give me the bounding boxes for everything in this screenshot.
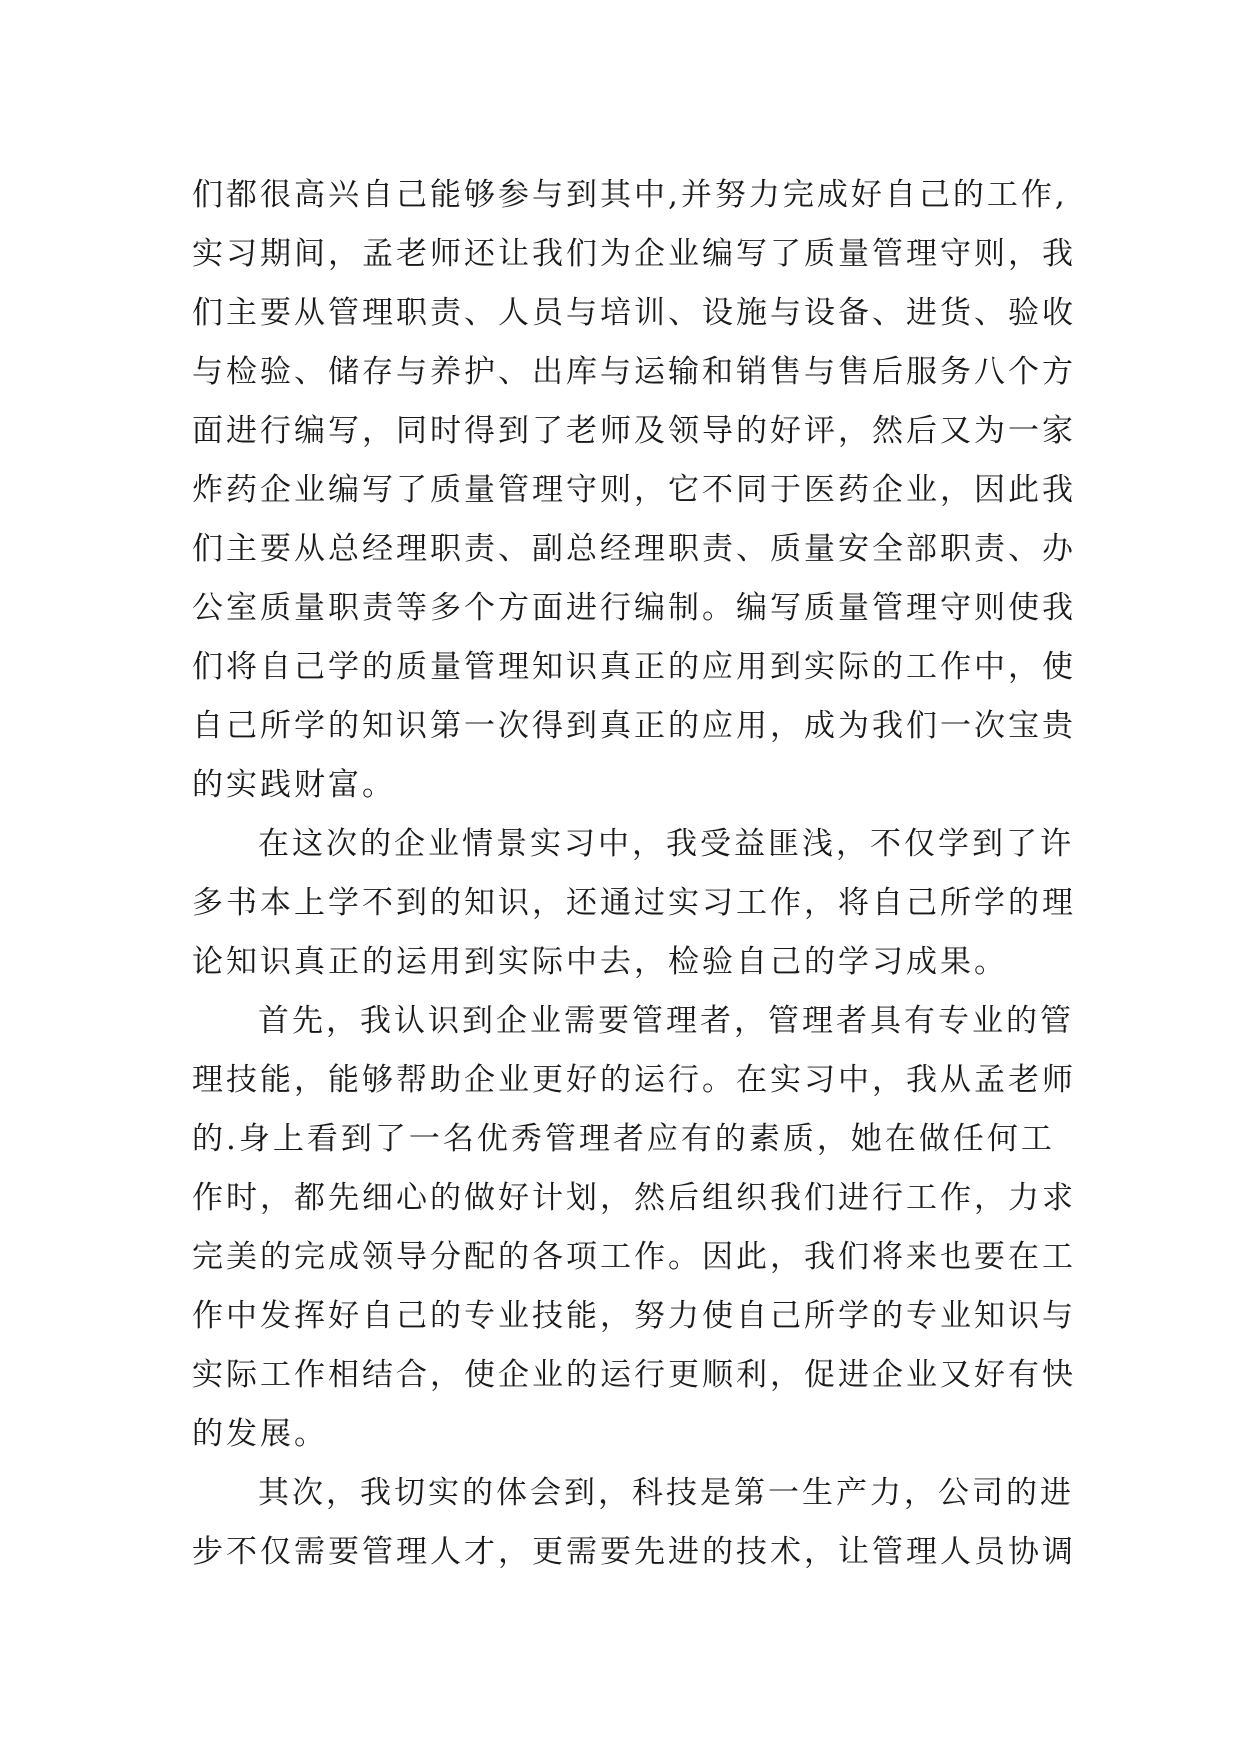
text-line: 与检验、储存与养护、出库与运输和销售与售后服务八个方 bbox=[192, 354, 1076, 390]
text-line: 公室质量职责等多个方面进行编制。编写质量管理守则使我 bbox=[192, 590, 1076, 626]
document-body bbox=[192, 166, 1092, 1582]
text-line: 步不仅需要管理人才，更需要先进的技术，让管理人员协调 bbox=[192, 1534, 1076, 1570]
text-line: 自己所学的知识第一次得到真正的应用，成为我们一次宝贵 bbox=[192, 708, 1076, 744]
text-line: 面进行编写，同时得到了老师及领导的好评，然后又为一家 bbox=[192, 413, 1076, 449]
text-line: 的.身上看到了一名优秀管理者应有的素质，她在做任何工 bbox=[192, 1121, 1055, 1157]
text-line: 炸药企业编写了质量管理守则，它不同于医药企业，因此我 bbox=[192, 472, 1076, 508]
text-line: 作中发挥好自己的专业技能，努力使自己所学的专业知识与 bbox=[192, 1298, 1076, 1334]
text-line: 作时，都先细心的做好计划，然后组织我们进行工作，力求 bbox=[192, 1180, 1076, 1216]
text-line: 完美的完成领导分配的各项工作。因此，我们将来也要在工 bbox=[192, 1239, 1076, 1275]
text-line: 们主要从总经理职责、副总经理职责、质量安全部职责、办 bbox=[192, 531, 1076, 567]
text-line: 实际工作相结合，使企业的运行更顺利，促进企业又好有快 bbox=[192, 1357, 1076, 1393]
text-line: 理技能，能够帮助企业更好的运行。在实习中，我从孟老师 bbox=[192, 1062, 1076, 1098]
text-line: 们将自己学的质量管理知识真正的应用到实际的工作中，使 bbox=[192, 649, 1076, 685]
text-line: 的实践财富。 bbox=[192, 767, 396, 803]
paragraph-first-line: 首先，我认识到企业需要管理者，管理者具有专业的管 bbox=[258, 1003, 1074, 1039]
text-line: 实习期间，孟老师还让我们为企业编写了质量管理守则，我 bbox=[192, 236, 1076, 272]
paragraph-first-line: 在这次的企业情景实习中，我受益匪浅，不仅学到了许 bbox=[258, 826, 1074, 862]
text-line: 们主要从管理职责、人员与培训、设施与设备、进货、验收 bbox=[192, 295, 1076, 331]
text-line: 多书本上学不到的知识，还通过实习工作，将自己所学的理 bbox=[192, 885, 1076, 921]
text-line: 的发展。 bbox=[192, 1416, 328, 1452]
text-line: 们都很高兴自己能够参与到其中,并努力完成好自己的工作, bbox=[192, 177, 1068, 213]
paragraph-first-line: 其次，我切实的体会到，科技是第一生产力，公司的进 bbox=[258, 1475, 1074, 1511]
text-line: 论知识真正的运用到实际中去，检验自己的学习成果。 bbox=[192, 944, 1008, 980]
